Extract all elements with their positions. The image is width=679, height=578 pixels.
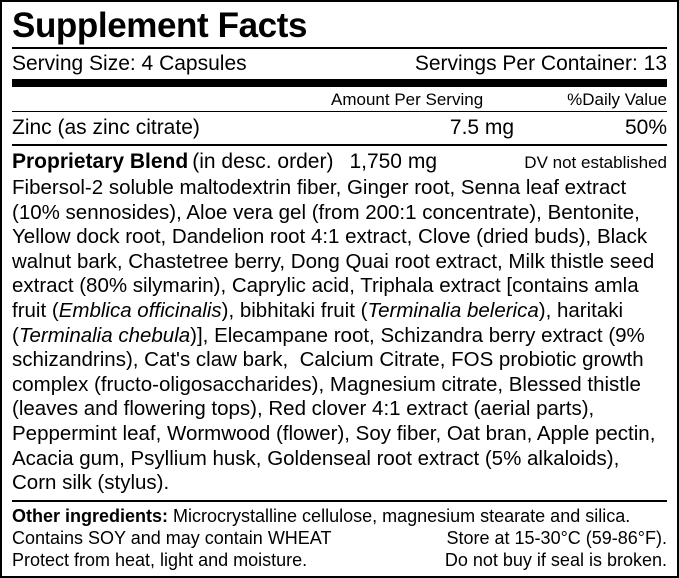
divider-thick <box>12 79 667 87</box>
blend-note: (in desc. order) <box>192 150 334 173</box>
protect-seal-line <box>12 549 667 571</box>
blend-ingredients-text: Fibersol-2 soluble maltodextrin fiber, Ginger root, Senna leaf extract (10% sennosides), Aloe vera gel (from 200:1 concentrate), Bentonite, Yellow dock root, Dandelion root 4:1 extract, Clove (dried buds), Black walnut bark, Chastetree berry, Dong Quai root extract, Milk thistle seed extract (80% silymarin), Caprylic acid, Triphala extract [contains amla fruit (Emblica officinalis), bibhitaki fruit (Terminalia belerica), haritaki (Terminalia chebula)], Elecampane root, Schizandra berry extract (9% schizandrins), Cat's claw bark, Calcium Citrate, FOS probiotic growth complex (fructo-oligosaccharides), Magnesium citrate, Blessed thistle (leaves and flowering tops), Red clover 4:1 extract (aerial parts), Peppermint leaf, Wormwood (flower), Soy fiber, Oat bran, Apple pectin, Acacia gum, Psyllium husk, Goldenseal root extract (5% alkaloids), Corn silk (stylus). <box>12 176 656 495</box>
nutrient-amount: 7.5 mg <box>449 116 515 139</box>
blend-amount: 1,750 mg <box>349 150 437 173</box>
column-headers-row <box>12 87 667 111</box>
table-row <box>12 112 667 144</box>
blend-daily-value: DV not established <box>524 153 667 172</box>
nutrient-daily-value: 50% <box>624 116 667 139</box>
proprietary-blend-header <box>12 146 667 176</box>
page-title: Supplement Facts <box>12 6 308 45</box>
allergen-note: Contains SOY and may contain WHEAT <box>12 527 332 548</box>
daily-value-header: %Daily Value <box>567 90 667 109</box>
other-ingredients-label: Other ingredients: <box>12 505 169 526</box>
nutrient-name: Zinc (as zinc citrate) <box>12 116 200 139</box>
amount-per-serving-header: Amount Per Serving <box>331 90 484 109</box>
other-ingredients-line <box>12 505 667 527</box>
servings-per-container-label: Servings Per Container: 13 <box>414 52 667 75</box>
serving-info-row <box>12 49 667 79</box>
other-ingredients-value: Microcrystalline cellulose, magnesium stearate and silica. <box>173 505 631 526</box>
footer-block <box>12 502 667 571</box>
blend-name: Proprietary Blend <box>12 150 189 173</box>
serving-size-label: Serving Size: 4 Capsules <box>12 52 247 75</box>
seal-note: Do not buy if seal is broken. <box>444 549 667 570</box>
storage-note: Store at 15-30°C (59-86°F). <box>446 527 667 548</box>
protect-note: Protect from heat, light and moisture. <box>12 549 308 570</box>
allergen-storage-line <box>12 527 667 549</box>
